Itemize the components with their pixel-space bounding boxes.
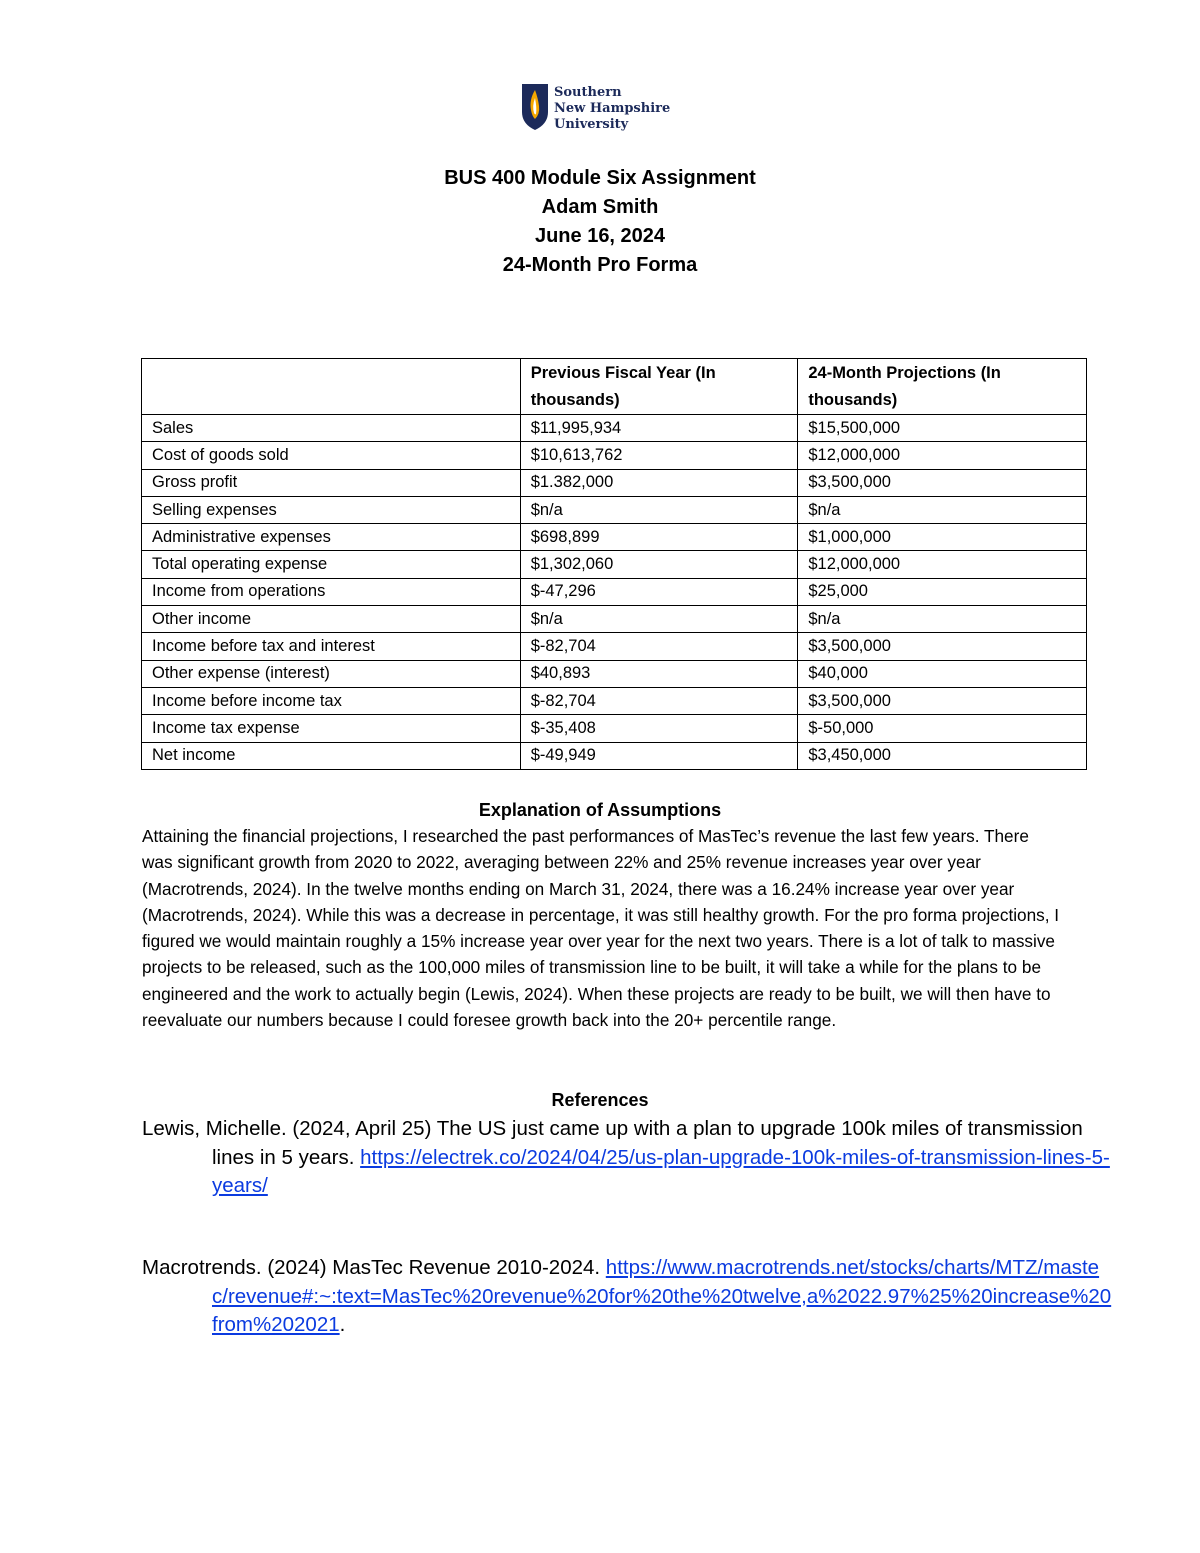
projection-value: $n/a <box>798 606 1087 633</box>
document-header <box>0 164 1200 280</box>
previous-year-value: $11,995,934 <box>520 415 798 442</box>
table-row <box>142 442 1087 469</box>
course-title: BUS 400 Module Six Assignment <box>444 167 756 189</box>
projection-value: $1,000,000 <box>798 524 1087 551</box>
projection-value: $n/a <box>798 496 1087 523</box>
projection-value: $15,500,000 <box>798 415 1087 442</box>
table-row <box>142 606 1087 633</box>
pro-forma-table <box>141 358 1087 770</box>
table-row <box>142 524 1087 551</box>
logo-wordmark <box>554 85 670 133</box>
table-row <box>142 578 1087 605</box>
table-row <box>142 469 1087 496</box>
projection-value: $25,000 <box>798 578 1087 605</box>
row-label: Cost of goods sold <box>142 442 521 469</box>
row-label: Income before tax and interest <box>142 633 521 660</box>
previous-year-value: $-82,704 <box>520 633 798 660</box>
projection-value: $12,000,000 <box>798 551 1087 578</box>
previous-year-value: $1.382,000 <box>520 469 798 496</box>
reference-link[interactable]: https://electrek.co/2024/04/25/us-plan-upgrade-100k-miles-of-transmission-lines-5-years/ <box>212 1145 1110 1197</box>
row-label: Sales <box>142 415 521 442</box>
projection-value: $3,450,000 <box>798 742 1087 769</box>
row-label: Total operating expense <box>142 551 521 578</box>
explanation-body: Attaining the financial projections, I researched the past performances of MasTec’s revenue the last few years. There was significant growth from 2020 to 2022, averaging between 22% and 25% revenue increases year over year (Macrotrends, 2024). In the twelve months ending on March 31, 2024, there was a 16.24% increase year over year (Macrotrends, 2024). While this was a decrease in percentage, it was still healthy growth. For the pro forma projections, I figured we would maintain roughly a 15% increase year over year for the next two years. There is a lot of talk to massive projects to be released, such as the 100,000 miles of transmission line to be built, it will take a while for the plans to be engineered and the work to actually begin (Lewis, 2024). When these projects are ready to be built, we will then have to reevaluate our numbers because I could foresee growth back into the 20+ percentile range. <box>142 826 1060 1031</box>
table-row <box>142 742 1087 769</box>
previous-year-value: $n/a <box>520 496 798 523</box>
table-row <box>142 687 1087 714</box>
projection-value: $3,500,000 <box>798 687 1087 714</box>
row-label: Income tax expense <box>142 715 521 742</box>
row-label: Gross profit <box>142 469 521 496</box>
previous-year-value: $10,613,762 <box>520 442 798 469</box>
document-subtitle: 24-Month Pro Forma <box>502 254 698 276</box>
reference-entry <box>142 1115 1112 1201</box>
logo-line-3: University <box>554 117 629 132</box>
shield-flame-icon <box>522 84 548 130</box>
projection-value: $3,500,000 <box>798 469 1087 496</box>
previous-year-value: $1,302,060 <box>520 551 798 578</box>
university-logo <box>522 84 670 133</box>
row-label: Other income <box>142 606 521 633</box>
table-header-cell: 24-Month Projections (In thousands) <box>798 359 1087 415</box>
row-label: Income before income tax <box>142 687 521 714</box>
table-row <box>142 551 1087 578</box>
reference-trail: . <box>339 1313 346 1336</box>
document-date: June 16, 2024 <box>534 225 666 247</box>
explanation-title: Explanation of Assumptions <box>478 800 722 820</box>
reference-text: Macrotrends. (2024) MasTec Revenue 2010-2024. <box>142 1256 606 1279</box>
row-label: Administrative expenses <box>142 524 521 551</box>
previous-year-value: $n/a <box>520 606 798 633</box>
table-row <box>142 496 1087 523</box>
previous-year-value: $-35,408 <box>520 715 798 742</box>
previous-year-value: $698,899 <box>520 524 798 551</box>
table-row <box>142 415 1087 442</box>
table-row <box>142 715 1087 742</box>
author-name: Adam Smith <box>541 196 659 218</box>
projection-value: $12,000,000 <box>798 442 1087 469</box>
row-label: Net income <box>142 742 521 769</box>
table-row <box>142 633 1087 660</box>
projection-value: $40,000 <box>798 660 1087 687</box>
row-label: Income from operations <box>142 578 521 605</box>
table-row <box>142 660 1087 687</box>
previous-year-value: $40,893 <box>520 660 798 687</box>
previous-year-value: $-82,704 <box>520 687 798 714</box>
previous-year-value: $-47,296 <box>520 578 798 605</box>
previous-year-value: $-49,949 <box>520 742 798 769</box>
reference-entry <box>142 1254 1112 1340</box>
reference-text: Lewis, Michelle. (2024, April 25) The US just came up with a plan to upgrade 100k miles of transmission lines in 5 years. <box>142 1117 1083 1169</box>
reference-link[interactable]: https://www.macrotrends.net/stocks/charts/MTZ/mastec/revenue#:~:text=MasTec%20revenue%20for%20the%20twelve,a%2022.97%25%20increase%20from%202021 <box>212 1256 1112 1336</box>
row-label: Other expense (interest) <box>142 660 521 687</box>
projection-value: $3,500,000 <box>798 633 1087 660</box>
row-label: Selling expenses <box>142 496 521 523</box>
table-header-cell <box>142 359 521 415</box>
table-header-row <box>142 359 1087 415</box>
references-title: References <box>551 1090 649 1110</box>
table-header-cell: Previous Fiscal Year (In thousands) <box>520 359 798 415</box>
projection-value: $-50,000 <box>798 715 1087 742</box>
logo-line-2: New Hampshire <box>554 101 671 116</box>
logo-line-1: Southern <box>554 85 622 100</box>
